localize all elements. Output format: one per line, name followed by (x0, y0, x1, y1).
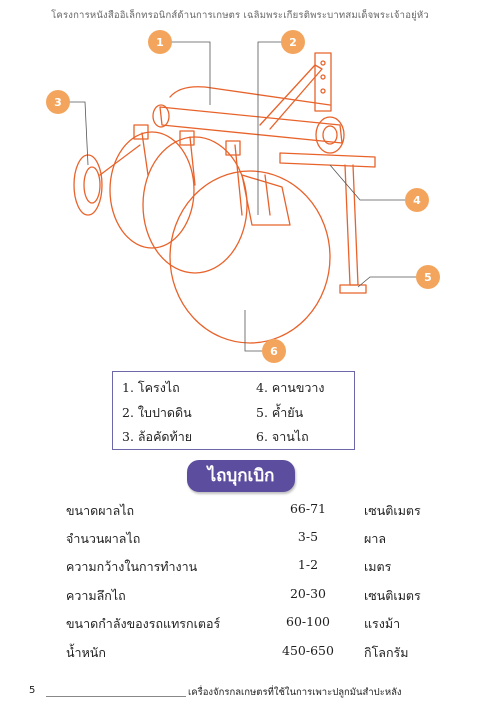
footer-title: เครื่องจักรกลเกษตรที่ใช้ในการเพาะปลูกมันสำปะหลัง (188, 687, 402, 698)
legend-item-3: 3. ล้อคัดท้าย (122, 429, 193, 444)
spec-row (0, 586, 480, 612)
page-number: 5 (29, 685, 36, 696)
page-header: โครงการหนังสืออิเล็กทรอนิกส์ด้านการเกษตร เฉลิมพระเกียรติพระบาทสมเด็จพระเจ้าอยู่หัว (51, 10, 429, 21)
spec-row (0, 557, 480, 583)
spec-unit: แรงม้า (364, 616, 401, 631)
spec-label: ขนาดกำลังของรถแทรกเตอร์ (66, 616, 221, 631)
spec-label: ขนาดผาลไถ (66, 503, 135, 518)
callout-3-label: 3 (54, 96, 62, 109)
page-footer (0, 685, 480, 701)
spec-label: จำนวนผาลไถ (66, 531, 141, 546)
disc-2 (143, 137, 247, 273)
spec-unit: กิโลกรัม (364, 645, 409, 660)
spec-unit: ผาล (364, 531, 387, 546)
spec-unit: เซนติเมตร (364, 588, 421, 603)
spec-value: 450-650 (282, 643, 334, 658)
spec-row (0, 643, 480, 669)
callout-1-label: 1 (156, 36, 164, 49)
spec-value: 66-71 (289, 501, 327, 516)
legend-item-1: 1. โครงไถ (122, 380, 180, 395)
support-leg (345, 165, 358, 285)
legend-item-2: 2. ใบปาดดิน (122, 405, 192, 420)
callout-4-label: 4 (413, 194, 421, 207)
spec-label: น้ำหนัก (66, 645, 106, 660)
spec-row (0, 529, 480, 555)
legend-item-4: 4. คานขวาง (256, 380, 325, 395)
spec-label: ความกว้างในการทำงาน (66, 559, 198, 574)
spec-unit: เซนติเมตร (364, 503, 421, 518)
callout-6-label: 6 (270, 345, 278, 358)
spec-row (0, 501, 480, 527)
callout-5-label: 5 (424, 271, 432, 284)
parts-legend (112, 371, 355, 450)
spec-value: 3-5 (297, 529, 319, 544)
disc-1 (110, 132, 194, 248)
section-title (187, 460, 295, 492)
legend-item-6: 6. จานไถ (256, 429, 309, 444)
spec-value: 20-30 (289, 586, 327, 601)
spec-value: 1-2 (297, 557, 319, 572)
legend-item-5: 5. ค้ำยัน (256, 405, 304, 420)
section-title-text: ไถบุกเบิก (207, 466, 275, 486)
frame-strut (260, 65, 322, 129)
spec-unit: เมตร (364, 559, 392, 574)
spec-label: ความลึกไถ (66, 588, 126, 603)
cross-beam (280, 153, 375, 167)
disc-plough-illustration (30, 25, 450, 370)
spec-value: 60-100 (286, 614, 330, 629)
callout-2-label: 2 (289, 36, 297, 49)
spec-row (0, 614, 480, 640)
footer-rule (46, 696, 186, 697)
hitch-mast (315, 53, 331, 111)
